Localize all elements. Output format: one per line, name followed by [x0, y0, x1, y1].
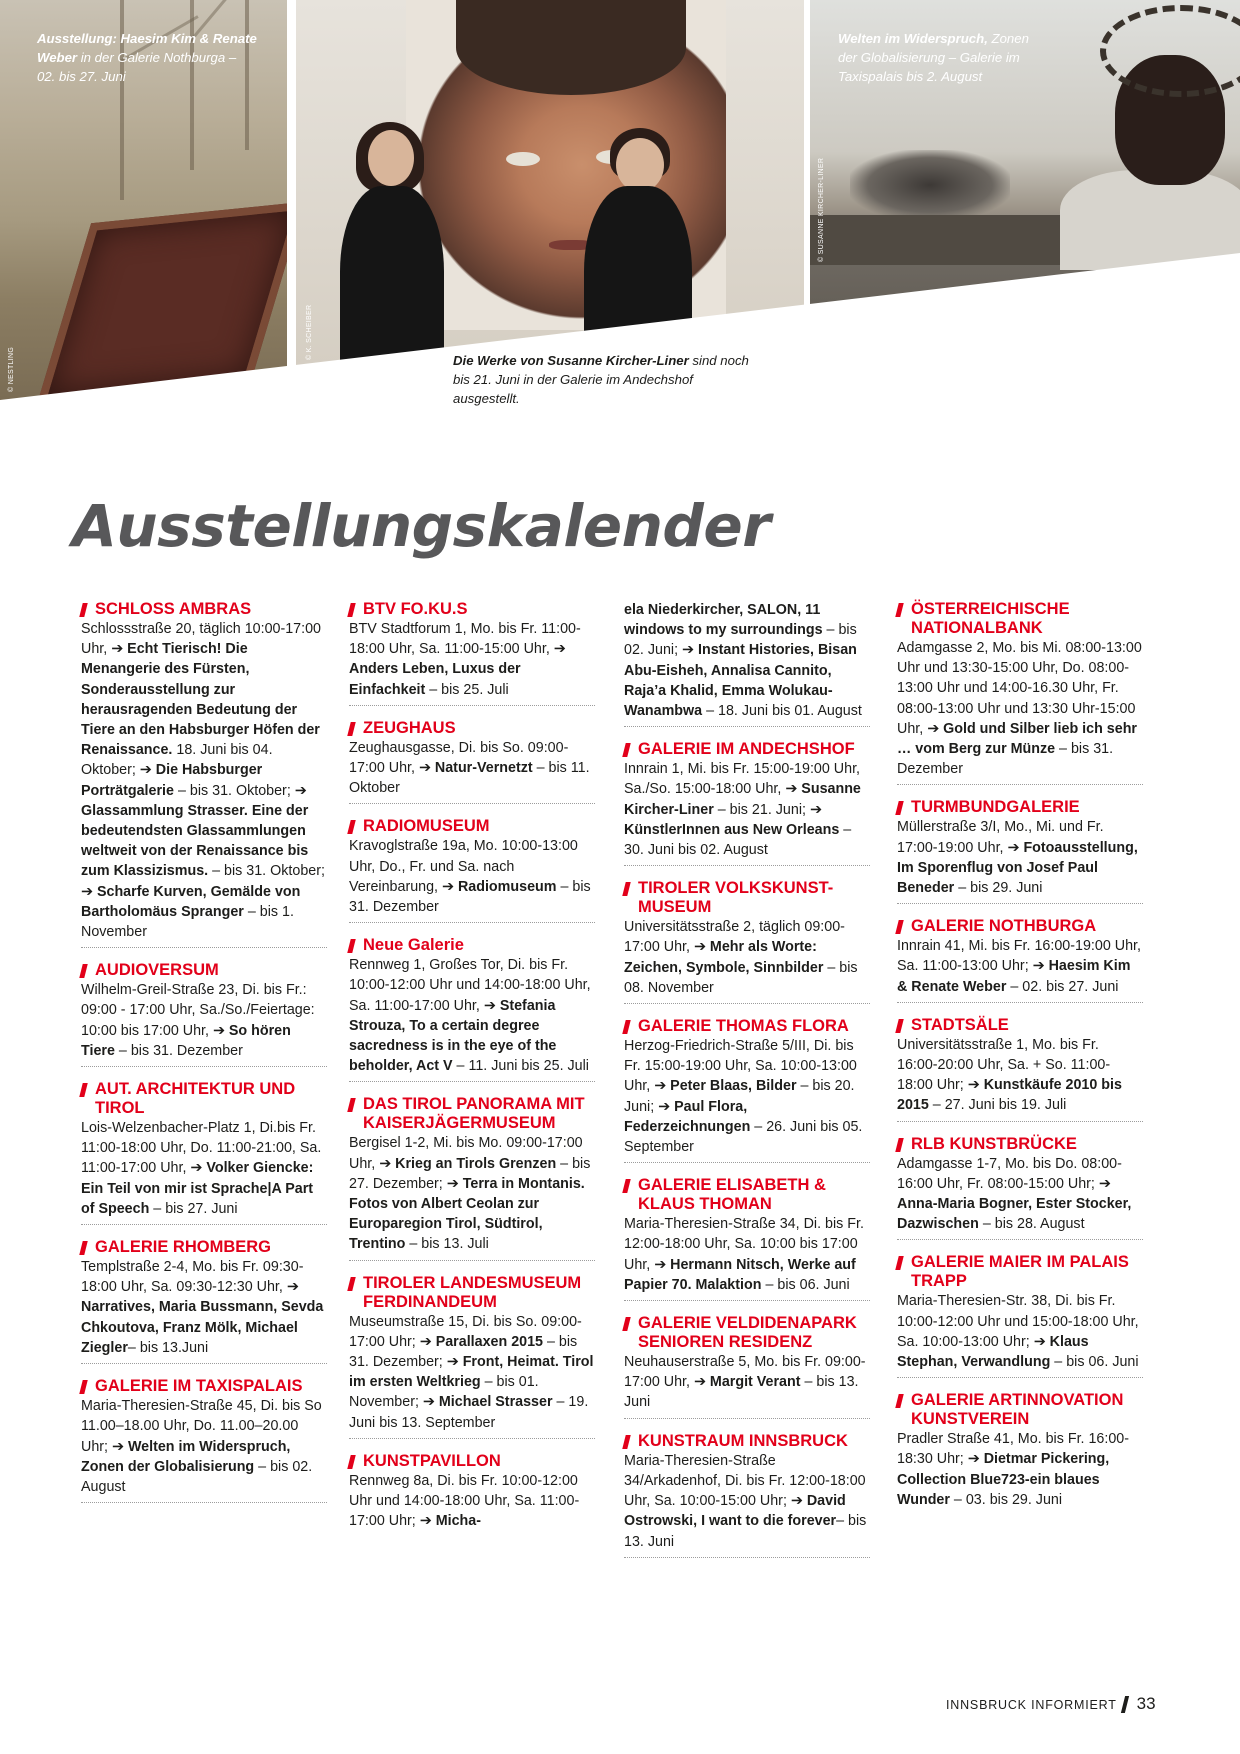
venue-info: – bis 13. Juni — [624, 1513, 867, 1550]
exhibition-title: Hermann Nitsch, Werke auf Papier 70. Malaktion — [624, 1256, 856, 1293]
photo-credit-middle: © K. SCHEIBER — [306, 304, 313, 360]
venue-info: – bis 06. Juni — [761, 1276, 850, 1293]
venue-details — [624, 1036, 870, 1163]
venue-details — [624, 759, 870, 866]
venue-heading: GALERIE MAIER IM PALAIS TRAPP — [897, 1253, 1143, 1291]
venue-details — [81, 1257, 327, 1364]
venue-info: – bis 11. Oktober — [349, 760, 590, 797]
venue-info: BTV Stadtforum 1, Mo. bis Fr. 11:00-18:00 Uhr, Sa. 11:00-15:00 Uhr, ➔ — [349, 621, 581, 658]
venue-info: Kravoglstraße 19a, Mo. 10:00-13:00 Uhr, Do., Fr. und Sa. nach Vereinbarung, ➔ — [349, 838, 578, 895]
venue-info: – bis 08. November — [624, 959, 858, 996]
venue-info: – bis 21. Juni; ➔ — [713, 801, 822, 818]
listing-entry-stadtsale — [897, 1016, 1143, 1122]
exhibition-title: Michael Strasser — [438, 1394, 553, 1411]
venue-heading: AUDIOVERSUM — [81, 961, 327, 980]
venue-info: – 18. Juni bis 01. August — [702, 703, 862, 720]
exhibition-title: Stefania Strouza, To a certain degree sacredness is in the eye of the beholder, Act V — [349, 997, 557, 1075]
listing-entry-galerie-veldidenapark-senioren-residenz — [624, 1314, 870, 1419]
page-footer — [946, 1694, 1156, 1714]
venue-details — [81, 1118, 327, 1225]
venue-info: Schlossstraße 20, täglich 10:00-17:00 Uhr, ➔ — [81, 621, 322, 658]
venue-details — [624, 1451, 870, 1558]
venue-info: – bis 31. Dezember; ➔ — [349, 1333, 578, 1371]
exhibition-title: Glassammlung Strasser. Eine der bedeutendsten Glassammlungen weltweit von der Renaissance bis zum Klassizismus. — [81, 802, 309, 880]
venue-heading: ZEUGHAUS — [349, 719, 595, 738]
venue-heading: GALERIE THOMAS FLORA — [624, 1017, 870, 1036]
listing-entry-kunstraum-innsbruck — [624, 1432, 870, 1558]
exhibition-title: Krieg an Tirols Grenzen — [395, 1155, 557, 1172]
exhibition-title: Volker Giencke: Ein Teil von mir ist Sprache|A Part of Speech — [81, 1160, 314, 1217]
venue-details — [624, 1214, 870, 1301]
exhibition-title: Scharfe Kurven, Gemälde von Bartholomäus Spranger — [81, 883, 301, 920]
venue-info: – bis 13. Juni — [624, 1374, 859, 1411]
venue-heading: Neue Galerie — [349, 936, 595, 955]
exhibition-title: Dietmar Pickering, Collection Blue723-ein blaues Wunder — [897, 1451, 1110, 1508]
caption-andechshof: Die Werke von Susanne Kircher-Liner sind noch bis 21. Juni in der Galerie im Andechshof ausgestellt. — [453, 353, 749, 406]
exhibition-title: Terra in Montanis. Fotos von Albert Ceolan zur Europaregion Tirol, Südtirol, Trentino — [349, 1175, 585, 1253]
venue-info: – bis 13.Juni — [127, 1339, 209, 1356]
venue-details — [349, 1133, 595, 1260]
venue-info: – bis 31. Dezember — [349, 878, 591, 916]
venue-info: – 03. bis 29. Juni — [949, 1491, 1063, 1508]
listing-entry-galerie-nothburga — [897, 917, 1143, 1003]
venue-info: Museumstraße 15, Di. bis So. 09:00-17:00 Uhr; ➔ — [349, 1313, 582, 1350]
exhibition-title: ela Niederkircher, SALON, 11 windows to my surroundings — [624, 602, 823, 639]
venue-info: Innrain 1, Mi. bis Fr. 15:00-19:00 Uhr, Sa./So. 15:00-18:00 Uhr, ➔ — [624, 761, 861, 798]
venue-details — [624, 1352, 870, 1419]
venue-heading: RLB KUNSTBRÜCKE — [897, 1135, 1143, 1154]
venue-info: – bis 1. November — [81, 903, 294, 941]
venue-info: Adamgasse 2, Mo. bis Mi. 08:00-13:00 Uhr und 13:30-15:00 Uhr, Do. 08:00-13:00 Uhr und 14:00-16.30 Uhr, Fr. 08:00-13:00 Uhr und 13:30 Uhr-15:00 Uhr, ➔ — [897, 640, 1142, 737]
venue-details — [897, 1154, 1143, 1241]
venue-details — [624, 600, 870, 727]
venue-heading: KUNSTRAUM INNSBRUCK — [624, 1432, 870, 1451]
venue-heading: GALERIE ARTINNOVATION KUNSTVEREIN — [897, 1391, 1143, 1429]
listing-entry-turmbundgalerie — [897, 798, 1143, 904]
venue-info: – bis 02. August — [81, 1458, 313, 1495]
photo-credit-left: © NESTLING — [8, 346, 15, 392]
caption-taxispalais: Welten im Widerspruch, Zonen der Globalisierung – Galerie im Taxispalais bis 2. August — [838, 31, 1029, 84]
venue-heading: TIROLER VOLKSKUNST-MUSEUM — [624, 879, 870, 917]
listing-entry-galerie-thomas-flora — [624, 1017, 870, 1163]
venue-details — [349, 619, 595, 706]
listing-entry-btv-fo-ku-s — [349, 600, 595, 706]
exhibition-title: Narratives, Maria Bussmann, Sevda Chkoutova, Franz Mölk, Michael Ziegler — [81, 1299, 324, 1356]
listing-entry-das-tirol-panorama-mit-kaiserjagermuseum — [349, 1095, 595, 1260]
venue-heading: GALERIE NOTHBURGA — [897, 917, 1143, 936]
venue-info: – bis 02. Juni; ➔ — [624, 622, 857, 659]
venue-info: – 26. Juni bis 05. September — [624, 1118, 863, 1156]
venue-info: Innrain 41, Mi. bis Fr. 16:00-19:00 Uhr, Sa. 11:00-13:00 Uhr; ➔ — [897, 938, 1141, 975]
venue-details — [349, 836, 595, 923]
venue-details — [349, 738, 595, 805]
exhibition-title: Fotoausstellung, Im Sporenflug von Josef Paul Beneder — [897, 839, 1138, 897]
venue-heading: TIROLER LANDESMUSEUM FERDINANDEUM — [349, 1274, 595, 1312]
venue-heading: SCHLOSS AMBRAS — [81, 600, 327, 619]
venue-heading: BTV FO.KU.S — [349, 600, 595, 619]
venue-info: Universitätsstraße 2, täglich 09:00-17:00 Uhr, ➔ — [624, 919, 845, 956]
listing-entry-kunstpavillon — [349, 1452, 595, 1537]
venue-details — [897, 638, 1143, 785]
venue-heading: GALERIE IM ANDECHSHOF — [624, 740, 870, 759]
venue-details — [81, 619, 327, 948]
listing-entry-galerie-rhomberg — [81, 1238, 327, 1364]
venue-info: – bis 29. Juni — [954, 880, 1043, 897]
venue-info: – 19. Juni bis 13. September — [349, 1394, 589, 1431]
venue-info: Rennweg 8a, Di. bis Fr. 10:00-12:00 Uhr und 14:00-18:00 Uhr, Sa. 11:00-17:00 Uhr; ➔ — [349, 1472, 580, 1530]
venue-info: – bis 28. August — [978, 1216, 1085, 1233]
listing-entry-zeughaus — [349, 719, 595, 805]
venue-info: – 11. Juni bis 25. Juli — [452, 1058, 589, 1075]
venue-info: Maria-Theresien-Straße 34, Di. bis Fr. 12:00-18:00 Uhr, Sa. 10:00 bis 17:00 Uhr, ➔ — [624, 1216, 864, 1273]
exhibition-title: Front, Heimat. Tirol im ersten Weltkrieg — [349, 1354, 594, 1391]
venue-info: Bergisel 1-2, Mi. bis Mo. 09:00-17:00 Uhr, ➔ — [349, 1135, 583, 1172]
venue-info: Rennweg 1, Großes Tor, Di. bis Fr. 10:00-12:00 Uhr und 14:00-18:00 Uhr, Sa. 11:00-17:00 Uhr, ➔ — [349, 957, 591, 1014]
venue-info: Maria-Theresien-Straße 45, Di. bis So 11.00–18.00 Uhr, Do. 11.00–20.00 Uhr; ➔ — [81, 1398, 322, 1455]
venue-heading: GALERIE IM TAXISPALAIS — [81, 1377, 327, 1396]
venue-heading: KUNSTPAVILLON — [349, 1452, 595, 1471]
venue-info: – 02. bis 27. Juni — [1006, 978, 1119, 995]
venue-details — [349, 1312, 595, 1439]
venue-info: Maria-Theresien-Str. 38, Di. bis Fr. 10:00-12:00 Uhr und 15:00-18:00 Uhr, Sa. 10:00-13:00 Uhr; ➔ — [897, 1293, 1139, 1350]
venue-heading: RADIOMUSEUM — [349, 817, 595, 836]
listing-entry-galerie-artinnovation-kunstverein — [897, 1391, 1143, 1515]
venue-heading: AUT. ARCHITEKTUR UND TIROL — [81, 1080, 327, 1118]
venue-info: Lois-Welzenbacher-Platz 1, Di.bis Fr. 11:00-18:00 Uhr, Do. 11:00-21:00, Sa. 11:00-17:00 Uhr, ➔ — [81, 1120, 322, 1177]
venue-info: – bis 31. Oktober; ➔ — [81, 863, 325, 900]
publication-name: INNSBRUCK INFORMIERT — [946, 1698, 1117, 1712]
exhibition-title: Echt Tierisch! Die Menangerie des Fürsten, Sonderausstellung zur herausragenden Bedeutung der Tiere an den Habsburger Höfen der Renaissance. — [81, 641, 320, 759]
listing-column-3 — [624, 600, 870, 1571]
venue-heading: TURMBUNDGALERIE — [897, 798, 1143, 817]
venue-details — [897, 1035, 1143, 1122]
listing-entry-continued — [624, 600, 870, 727]
venue-details — [81, 1396, 327, 1503]
venue-info: – bis 01. November; ➔ — [349, 1374, 539, 1411]
exhibition-title: Haesim Kim & Renate Weber — [897, 958, 1131, 995]
venue-info: – bis 13. Juli — [405, 1236, 489, 1253]
listing-entry-osterreichische-nationalbank — [897, 600, 1143, 785]
venue-info: – bis 20. Juni; ➔ — [624, 1078, 855, 1115]
exhibition-title: Susanne Kircher-Liner — [624, 781, 861, 818]
listing-entry-galerie-im-taxispalais — [81, 1377, 327, 1503]
exhibition-title: Parallaxen 2015 — [435, 1333, 543, 1350]
listing-column-2 — [349, 600, 595, 1550]
venue-info: Universitätsstraße 1, Mo. bis Fr. 16:00-20:00 Uhr, Sa. + So. 11:00-18:00 Uhr; ➔ — [897, 1036, 1111, 1094]
page-number: 33 — [1136, 1694, 1156, 1713]
venue-details — [897, 1429, 1143, 1515]
exhibition-title: Die Habsburger Porträtgalerie — [81, 762, 263, 799]
exhibition-title: Peter Blaas, Bilder — [670, 1078, 797, 1095]
venue-details — [897, 1291, 1143, 1378]
exhibition-title: Radiomuseum — [457, 878, 557, 895]
exhibition-title: So hören Tiere — [81, 1022, 291, 1059]
listing-entry-neue-galerie — [349, 936, 595, 1082]
venue-info: – bis 06. Juni — [1050, 1354, 1139, 1371]
listing-entry-radiomuseum — [349, 817, 595, 923]
listing-column-4 — [897, 600, 1143, 1528]
listing-column-1 — [81, 600, 327, 1516]
venue-info: Müllerstraße 3/I, Mo., Mi. und Fr. 17:00-19:00 Uhr, ➔ — [897, 819, 1104, 856]
venue-info: – bis 31. Oktober; ➔ — [173, 782, 307, 799]
listing-entry-galerie-elisabeth-klaus-thoman — [624, 1176, 870, 1301]
page-title: Ausstellungskalender — [72, 492, 771, 560]
venue-info: Templstraße 2-4, Mo. bis Fr. 09:30-18:00 Uhr, Sa. 09:30-12:30 Uhr, ➔ — [81, 1259, 304, 1296]
exhibition-title: Gold und Silber lieb ich sehr … vom Berg zur Münze — [897, 720, 1137, 758]
listing-entry-tiroler-landesmuseum-ferdinandeum — [349, 1274, 595, 1439]
footer-divider — [1121, 1696, 1129, 1713]
venue-info: Maria-Theresien-Straße 34/Arkadenhof, Di. bis Fr. 12:00-18:00 Uhr, Sa. 10:00-15:00 Uhr; ➔ — [624, 1452, 866, 1510]
venue-info: – 27. Juni bis 19. Juli — [928, 1097, 1067, 1114]
venue-details — [349, 1471, 595, 1537]
listing-entry-tiroler-volkskunst-museum — [624, 879, 870, 1004]
venue-info: Wilhelm-Greil-Straße 23, Di. bis Fr.: 09:00 - 17:00 Uhr, Sa./So./Feiertage: 10:00 bis 17:00 Uhr, ➔ — [81, 982, 315, 1039]
venue-info: – bis 25. Juli — [425, 681, 509, 698]
venue-heading: ÖSTERREICHISCHE NATIONALBANK — [897, 600, 1143, 638]
exhibition-title: Mehr als Worte: Zeichen, Symbole, Sinnbilder — [624, 939, 824, 976]
exhibition-title: Instant Histories, Bisan Abu-Eisheh, Annalisa Cannito, Raja’a Khalid, Emma Wolukau-Wanambwa — [624, 642, 857, 720]
venue-info: Herzog-Friedrich-Straße 5/III, Di. bis Fr. 15:00-19:00 Uhr, Sa. 10:00-13:00 Uhr, ➔ — [624, 1038, 857, 1095]
venue-details — [897, 817, 1143, 904]
venue-details — [624, 917, 870, 1004]
exhibition-title: Anna-Maria Bogner, Ester Stocker, Dazwischen — [897, 1196, 1132, 1233]
listing-entry-audioversum — [81, 961, 327, 1067]
exhibition-title: Kunstkäufe 2010 bis 2015 — [897, 1077, 1122, 1114]
exhibition-title: Paul Flora, Federzeichnungen — [624, 1098, 751, 1135]
venue-heading: DAS TIROL PANORAMA MIT KAISERJÄGERMUSEUM — [349, 1095, 595, 1133]
exhibition-title: KünstlerInnen aus New Orleans — [624, 821, 840, 838]
venue-details — [897, 936, 1143, 1003]
venue-heading: GALERIE ELISABETH & KLAUS THOMAN — [624, 1176, 870, 1214]
venue-heading: STADTSÄLE — [897, 1016, 1143, 1035]
listing-entry-galerie-maier-im-palais-trapp — [897, 1253, 1143, 1378]
venue-heading: GALERIE VELDIDENAPARK SENIOREN RESIDENZ — [624, 1314, 870, 1352]
exhibition-title: Micha- — [435, 1513, 481, 1530]
venue-info: Neuhauserstraße 5, Mo. bis Fr. 09:00-17:00 Uhr, ➔ — [624, 1354, 866, 1391]
exhibition-title: Klaus Stephan, Verwandlung — [897, 1333, 1089, 1371]
exhibition-title: Margit Verant — [709, 1374, 801, 1391]
venue-info: Pradler Straße 41, Mo. bis Fr. 16:00-18:30 Uhr; ➔ — [897, 1431, 1130, 1468]
exhibition-title: Welten im Widerspruch, Zonen der Globalisierung — [81, 1438, 291, 1475]
caption-nothburga: Ausstellung: Haesim Kim & Renate Weber in der Galerie Nothburga – 02. bis 27. Juni — [37, 31, 257, 84]
venue-heading: GALERIE RHOMBERG — [81, 1238, 327, 1257]
venue-info: 18. Juni bis 04. Oktober; ➔ — [81, 742, 273, 779]
venue-info: – bis 27. Juni — [149, 1200, 238, 1217]
venue-info: Adamgasse 1-7, Mo. bis Do. 08:00-16:00 Uhr, Fr. 08:00-15:00 Uhr; ➔ — [897, 1155, 1122, 1192]
venue-info: – bis 31. Dezember — [114, 1042, 243, 1059]
listing-entry-rlb-kunstbrucke — [897, 1135, 1143, 1241]
exhibition-title: David Ostrowski, I want to die forever — [624, 1493, 846, 1530]
exhibition-title: Natur-Vernetzt — [434, 760, 533, 777]
venue-info: Zeughausgasse, Di. bis So. 09:00-17:00 Uhr, ➔ — [349, 739, 569, 777]
photo-credit-right: © SUSANNE KIRCHER-LINER — [818, 157, 825, 262]
venue-info: – bis 27. Dezember; ➔ — [349, 1155, 591, 1192]
venue-details — [349, 955, 595, 1082]
venue-details — [81, 980, 327, 1067]
listing-entry-schloss-ambras — [81, 600, 327, 948]
venue-info: – 30. Juni bis 02. August — [624, 821, 852, 859]
listing-entry-galerie-im-andechshof — [624, 740, 870, 866]
listing-entry-aut-architektur-und-tirol — [81, 1080, 327, 1225]
photo-band — [0, 0, 1240, 406]
venue-info: – bis 31. Dezember — [897, 741, 1114, 778]
exhibition-title: Anders Leben, Luxus der Einfachkeit — [349, 661, 521, 698]
